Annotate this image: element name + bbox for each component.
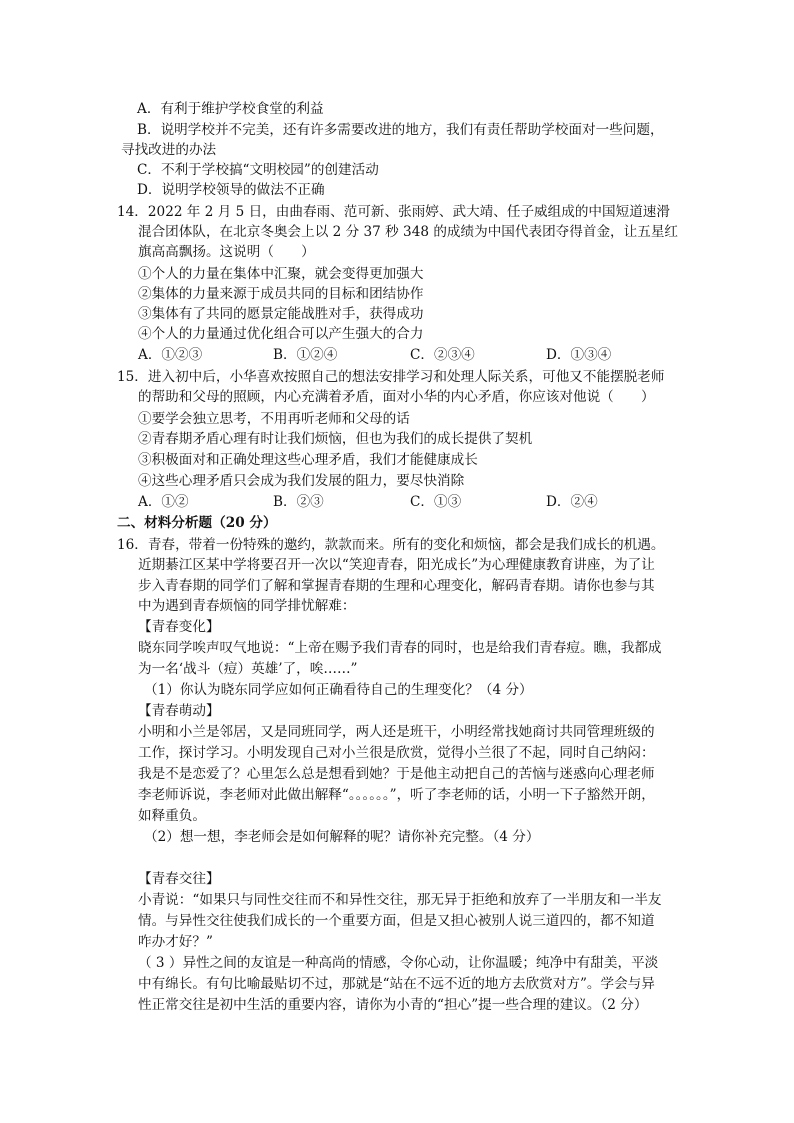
q16-intro-line2: 近期綦江区某中学将要召开一次以“笑迎青春，阳光成长”为心理健康教育讲座，为了让 [138,557,655,573]
q13-option-c: C．不利于学校搞“文明校园”的创建活动 [137,162,379,178]
q15-option-c: C．①③ [410,494,462,510]
q13-option-b-cont: 寻找改进的办法 [121,142,217,158]
q14-option-b: B．①②④ [273,347,338,363]
subheading-youth-interaction: 【青春交往】 [138,871,220,887]
question-2: （2）想一想，李老师会是如何解释的呢？请你补充完整。（4 分） [144,829,540,845]
q14-option-a: A．①②③ [138,347,203,363]
q15-stem-line2: 的帮助和父母的照顾，内心充满着矛盾，面对小华的内心矛盾，你应该对他说（ ） [138,389,655,405]
material1-line1: 晓东同学唉声叹气地说：“上帝在赐予我们青春的同时，也是给我们青春痘。瞧，我都成 [138,640,662,656]
q14-statement-3: ③集体有了共同的愿景定能战胜对手，获得成功 [138,306,424,322]
material2-line2: 工作，探讨学习。小明发现自己对小兰很是欣赏，觉得小兰很了不起，同时自己纳闷： [138,745,655,761]
q16-intro-line3: 步入青春期的同学们了解和掌握青春期的生理和心理变化，解码青春期。请你也参与其 [138,578,655,594]
section-title: 二、材料分析题（20 分） [117,515,277,531]
q16-intro-line4: 中为遇到青春烦恼的同学排忧解难： [138,598,356,614]
material2-line1: 小明和小兰是邻居，又是同班同学，两人还是班干，小明经常找她商讨共同管理班级的 [138,724,655,740]
question-3-line2: 中有绵长。有句比喻最贴切不过，那就是“站在不远不近的地方去欣赏对方”。学会与异 [138,976,655,992]
q14-statement-2: ②集体的力量来源于成员共同的目标和团结协作 [138,286,424,302]
q15-statement-3: ③积极面对和正确处理这些心理矛盾，我们才能健康成长 [138,452,478,468]
material2-line5: 如释重负。 [138,808,206,824]
q15-statement-2: ②青春期矛盾心理有时让我们烦恼，但也为我们的成长提供了契机 [138,431,533,447]
material3-line3: 咋办才好？” [138,934,213,950]
question-3-line3: 性正常交往是初中生活的重要内容，请你为小青的“担心”提一些合理的建议。（2 分） [138,997,648,1013]
q14-statement-4: ④个人的力量通过优化组合可以产生强大的合力 [138,326,424,342]
material3-line1: 小青说：“如果只与同性交往而不和异性交往，那无异于拒绝和放弃了一半朋友和一半友 [138,892,662,908]
q15-stem-line1: 15．进入初中后，小华喜欢按照自己的想法安排学习和处理人际关系，可他又不能摆脱老师 [117,369,665,385]
q14-stem-line2: 混合团体队，在北京冬奥会上以 2 分 37 秒 348 的成绩为中国代表团夺得首金，让五星红 [138,224,679,240]
q13-option-b: B．说明学校并不完美，还有许多需要改进的地方，我们有责任帮助学校面对一些问题， [137,122,664,138]
subheading-youth-emotion: 【青春萌动】 [138,703,220,719]
subheading-youth-change: 【青春变化】 [138,619,220,635]
q14-option-d: D．①③④ [546,347,612,363]
q15-statement-4: ④这些心理矛盾只会成为我们发展的阻力，要尽快消除 [138,473,465,489]
question-1: （1）你认为晓东同学应如何正确看待自己的生理变化？（4 分） [144,682,533,698]
q15-option-a: A．①② [138,494,189,510]
question-3-line1: （ 3 ）异性之间的友谊是一种高尚的情感，令你心动，让你温暖；纯净中有甜美，平淡 [138,955,659,971]
material2-line3: 我是不是恋爱了？心里怎么总是想看到她？于是他主动把自己的苦恼与迷惑向心理老师 [138,766,655,782]
q15-statement-1: ①要学会独立思考，不用再听老师和父母的话 [138,411,410,427]
q15-option-d: D．②④ [546,494,598,510]
q13-option-a: A．有利于维护学校食堂的利益 [137,101,324,117]
q16-intro-line1: 16．青春，带着一份特殊的邀约，款款而来。所有的变化和烦恼，都会是我们成长的机遇。 [117,537,665,553]
q14-stem-line3: 旗高高飘扬。这说明（ ） [138,244,315,260]
q14-stem-line1: 14．2022 年 2 月 5 日，由曲春雨、范可新、张雨婷、武大靖、任子威组成的中国短道速滑 [117,204,670,220]
q14-statement-1: ①个人的力量在集体中汇聚，就会变得更加强大 [138,266,424,282]
q15-option-b: B．②③ [273,494,324,510]
material2-line4: 李老师诉说，李老师对此做出解释“。。。。。。”，听了李老师的话，小明一下子豁然开朗， [138,787,655,803]
material3-line2: 情。与异性交往使我们成长的一个重要方面，但是又担心被别人说三道四的，都不知道 [138,913,655,929]
material1-line2: 为一名‘战斗（痘）英雄’了，唉……” [138,661,358,677]
q13-option-d: D．说明学校领导的做法不正确 [137,182,325,198]
q14-option-c: C．②③④ [410,347,475,363]
